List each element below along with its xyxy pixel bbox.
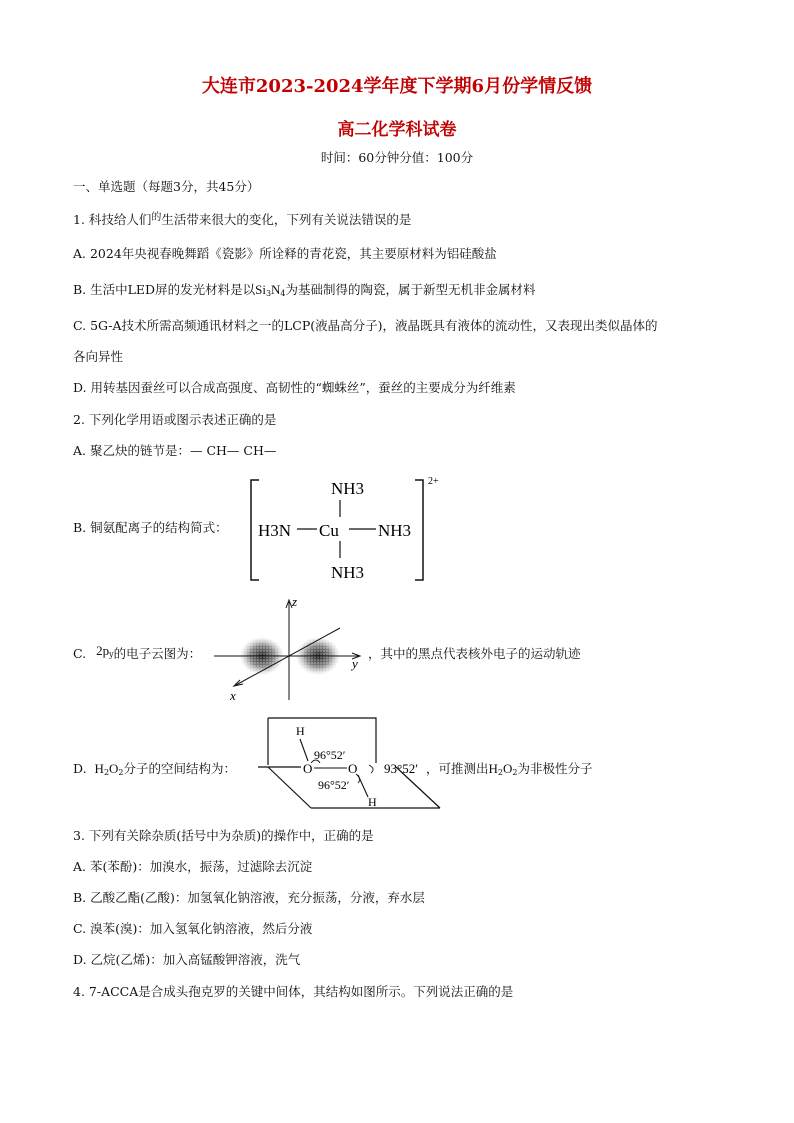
q1-stem-a: 1. 科技给人们 [73, 212, 152, 227]
q1-option-c-line2: 各向异性 [73, 349, 124, 364]
o-atom-1: O [303, 761, 313, 776]
q3-option-a: A. 苯(苯酚)：加溴水，振荡，过滤除去沉淀 [73, 859, 313, 874]
q2-d-post-sub2: 2 [512, 768, 518, 777]
q1-b-post: 为基础制得的陶瓷，属于新型无机非金属材料 [285, 282, 536, 297]
axis-z-label: z [292, 594, 298, 609]
nh3-right: NH3 [378, 521, 412, 540]
q1-b-sub2: 4 [280, 289, 286, 298]
h-atom-1: H [296, 724, 305, 738]
q2-option-a: A. 聚乙炔的链节是：— CH— CH— [73, 443, 277, 458]
angle-label-2: 96°52′ [318, 778, 350, 792]
h3n-left: H3N [258, 521, 292, 540]
q2-d-post-formula-o: O [503, 761, 513, 776]
q3-stem: 3. 下列有关除杂质(括号中为杂质)的操作中，正确的是 [73, 828, 374, 843]
q2-d-mid: 分子的空间结构为： [123, 761, 237, 776]
q2-d-sub2: 2 [118, 768, 124, 777]
q1-b-sub1: 3 [265, 289, 272, 298]
nh3-top: NH3 [331, 479, 365, 498]
exam-title: 大连市2023-2024学年度下学期6月份学情反馈 [201, 76, 593, 97]
q2-option-c-post: ，其中的黑点代表核外电子的运动轨迹 [368, 646, 581, 661]
section-heading: 一、单选题（每题3分，共45分） [73, 179, 260, 194]
q2-c-orbital-sub: y [109, 650, 114, 659]
cu-center: Cu [319, 521, 339, 540]
q2-option-d-post [426, 759, 593, 777]
h2o2-structure [256, 715, 442, 811]
copper-ammine-structure [245, 472, 455, 584]
q2-c-mid: 的电子云图为： [113, 646, 202, 661]
exam-subtitle: 高二化学科试卷 [337, 120, 457, 140]
q2-option-d-pre [73, 759, 236, 777]
electron-cloud-diagram [212, 590, 372, 704]
q2-d-post-a: ，可推测出 [426, 761, 489, 776]
q4-stem: 4. 7-ACCA是合成头孢克罗的关键中间体，其结构如图所示。下列说法正确的是 [73, 984, 514, 999]
q3-option-d: D. 乙烷(乙烯)：加入高锰酸钾溶液，洗气 [73, 952, 301, 967]
q1-option-c-line1: C. 5G-A技术所需高频通讯材料之一的LCP(液晶高分子)，液晶既具有液体的流动性，又表现出类似晶体的 [73, 318, 658, 333]
q1-b-formula-si: Si [255, 282, 266, 297]
charge-label: 2+ [428, 476, 439, 487]
q1-stem-b: 生活带来很大的变化，下列有关说法错误的是 [161, 212, 412, 227]
q1-b-formula-n: N [271, 282, 281, 297]
dihedral-angle-label: 93°52′ [384, 761, 419, 776]
q1-b-pre: B. 生活中LED屏的发光材料是以 [73, 282, 256, 297]
q3-option-b: B. 乙酸乙酯(乙酸)：加氢氧化钠溶液，充分振荡，分液，弃水层 [73, 890, 425, 905]
q3-option-c: C. 溴苯(溴)：加入氢氧化钠溶液，然后分液 [73, 921, 313, 936]
q2-option-b: B. 铜氨配离子的结构简式： [73, 520, 228, 535]
q2-d-sub1: 2 [103, 768, 110, 777]
angle-label-1: 96°52′ [314, 748, 346, 762]
nh3-bottom: NH3 [331, 563, 365, 582]
q2-d-post-sub1: 2 [497, 768, 503, 777]
q2-d-formula-o: O [109, 761, 119, 776]
axis-x-label: x [230, 688, 236, 703]
o-atom-2: O [348, 761, 358, 776]
q2-c-orbital: 2p [96, 643, 110, 658]
q2-option-c-pre [73, 644, 201, 662]
q2-stem: 2. 下列化学用语或图示表述正确的是 [73, 412, 277, 427]
q1-stem-small: 的 [151, 212, 162, 223]
q1-option-d: D. 用转基因蚕丝可以合成高强度、高韧性的“蜘蛛丝”，蚕丝的主要成分为纤维素 [73, 380, 516, 395]
q1-option-a: A. 2024年央视春晚舞蹈《瓷影》所诠释的青花瓷，其主要原材料为铝硅酸盐 [73, 246, 497, 261]
axis-y-label: y [352, 656, 358, 671]
h-atom-2: H [368, 795, 377, 809]
q1-stem [73, 208, 411, 228]
exam-meta: 时间：60分钟分值：100分 [320, 150, 474, 165]
q2-c-label: C. [73, 646, 87, 661]
q2-d-post-formula-h: H [488, 761, 498, 776]
q1-option-b [73, 280, 536, 298]
q2-d-formula-h: H [94, 761, 104, 776]
q2-d-label: D. [73, 761, 87, 776]
q2-d-post-b: 为非极性分子 [517, 761, 593, 776]
